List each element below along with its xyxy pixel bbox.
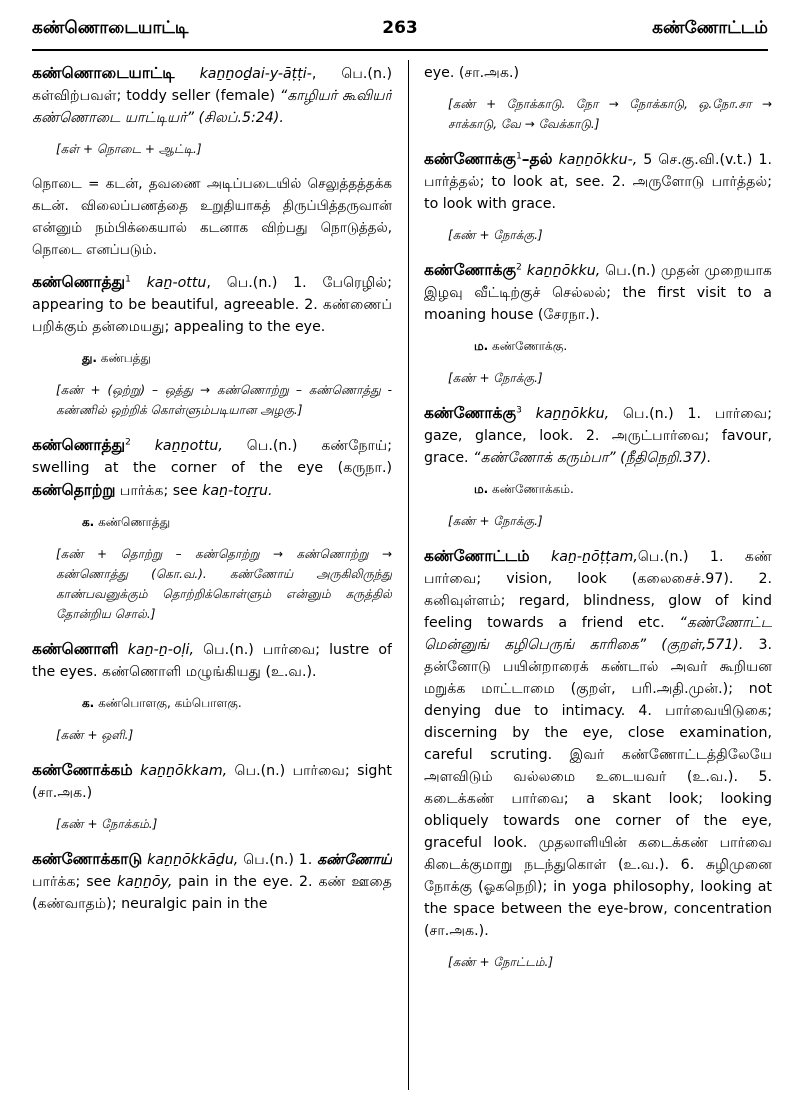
- header-left-guideword: கண்ணொடையாட்டி: [32, 18, 189, 38]
- etymology: [கண் + நோக்கு.]: [448, 514, 543, 528]
- dictionary-entry: [32, 848, 392, 915]
- definition: 5 செ.கு.வி.(v.t.) 1. பார்த்தல்; to look at, see. 2. அருளோடு பார்த்தல்; to look with grace.: [424, 152, 772, 212]
- see-reference: kaṉ-toṟṟu.: [202, 483, 273, 499]
- citation: “கண்ணோட்ட மென்னுங் கழிபெருங் காரிகை” (குறள்,571).: [424, 615, 772, 653]
- transliteration: kaṉṉoḏai-y-āṭṭi-: [199, 66, 312, 82]
- etymology: [கண் + நோக்கம்.]: [56, 817, 158, 831]
- headword: கண்ணோக்கு: [424, 261, 517, 279]
- transliteration: kaṉ-ottu: [146, 275, 207, 291]
- right-column: [424, 62, 772, 1092]
- cognate: [82, 693, 392, 713]
- transliteration: kaṉṉōkku-,: [558, 152, 638, 168]
- transliteration: kaṉṉōkku,: [526, 263, 601, 279]
- cross-reference-word: கண்தொற்று: [32, 481, 116, 499]
- etymology: [கள் + நொடை + ஆட்டி.]: [56, 142, 202, 156]
- headword: கண்ணோக்கு: [424, 404, 517, 422]
- cognate-word: கண்ணோக்கு.: [492, 339, 568, 353]
- etymology: [கண் + நோக்கு.]: [448, 228, 543, 242]
- header-right-guideword: கண்ணோட்டம்: [652, 18, 768, 38]
- dictionary-entry: [32, 759, 392, 804]
- transliteration: kaṉṉottu,: [154, 438, 223, 454]
- cognate-word: கண்ணோக்கம்.: [492, 482, 574, 496]
- etymology: [கண் + நோக்கு.]: [448, 371, 543, 385]
- etymology: [கண் + தொற்று – கண்தொற்று → கண்ணொற்று → கண்ணொத்து (கொ.வ.). கண்ணோய் அருகிலிருந்து காண்பவனுக்கும் தொற்றிக்கொள்ளும் என்னும் கருத்தில் தோன்றிய சொல்.]: [56, 547, 392, 621]
- definition: பெ.(n.) முதன் முறையாக இழவு வீட்டிற்குச் செல்லல்; the first visit to a moaning house (சேரநா.).: [424, 263, 772, 323]
- cognate: [82, 512, 392, 532]
- headword: கண்ணோக்காடு: [32, 850, 143, 868]
- continued-text: eye. (சா.அக.): [424, 65, 520, 81]
- definition-cont: 3. தன்னோடு பயின்றாரைக் கண்டால் அவர் கூறியன மறுக்க மாட்டாமை (குறள், பரி.அதி.முன்.); not denying due to intimacy. 4. பார்வையிடுகை; discerning by the eye, close examination, careful scruting. இவர் கண்ணோட்டத்திலேயே அளவிடும் வல்லமை உடையவர் (உ.வ.). 5. கடைக்கண் பார்வை; a skant look; looking obliquely towards one corner of the eye, graceful look. முதலாளியின் கடைக்கண் பார்வை கிடைக்குமாறு நடந்துகொள் (உ.வ.). 6. சுழிமுனை நோக்கு (ஓகநெறி); in yoga philosophy, looking at the space between the eye-brow, concentration (சா.அக.).: [424, 637, 772, 939]
- dictionary-entry: [32, 638, 392, 683]
- etymology: [கண் + ஒளி.]: [56, 728, 134, 742]
- definition: பெ.(n.) 1. பார்வை; gaze, glance, look. 2. அருட்பார்வை; favour, grace.: [424, 406, 772, 466]
- definition: பெ.(n.) பார்வை; sight (சா.அக.): [32, 763, 392, 801]
- headword: கண்ணொளி: [32, 640, 119, 658]
- homonym-number: 1: [516, 151, 522, 162]
- definition: பெ.(n.) கண்நோய்; swelling at the corner of the eye (கருநா.): [32, 438, 392, 476]
- headword: கண்ணொத்து: [32, 436, 126, 454]
- homonym-number: 2: [516, 262, 522, 273]
- dictionary-entry: [424, 402, 772, 469]
- definition-cont: பார்க்க; see: [115, 483, 203, 499]
- homonym-number: 3: [516, 405, 522, 416]
- definition: பெ.(n.) பார்வை; lustre of the eyes. கண்ணொளி மழுங்கியது (உ.வ.).: [32, 642, 392, 680]
- column-divider: [408, 60, 409, 1090]
- cognate-word: கண்பத்து: [100, 351, 151, 365]
- cognate-language: து.: [82, 351, 97, 365]
- cognate-word: கண்பொளகு, கம்பொளகு.: [98, 696, 242, 710]
- etymology: [கண் + (ஒற்று) – ஒத்து → கண்ணொற்று – கண்ணொத்து - கண்ணில் ஒற்றிக் கொள்ளும்படியான அழகு.]: [56, 383, 392, 417]
- dictionary-entry: [32, 434, 392, 502]
- cross-reference-word: கண்ணோய்: [317, 852, 392, 868]
- cognate-language: க.: [82, 696, 95, 710]
- definition: , பெ.(n.) 1. பேரெழில்; appearing to be beautiful, agreeable. 2. கண்ணைப் பறிக்கும் தன்மையது; appealing to the eye.: [32, 275, 392, 335]
- verb-suffix: –தல்: [521, 150, 553, 168]
- cognate-language: க.: [82, 515, 95, 529]
- explanatory-note: நொடை = கடன், தவணை அடிப்படையில் செலுத்தத்தக்க கடன். விலைப்பணத்தை உறுதியாகத் திருப்பித்தருவான் என்னும் நம்பிக்கையால் கடனாக விற்பது நொடுத்தல், நொடை எனப்படும்.: [32, 176, 392, 258]
- transliteration: kaṉṉōkkāḏu,: [147, 852, 239, 868]
- header-rule: [32, 49, 768, 51]
- headword: கண்ணோட்டம்: [424, 547, 530, 565]
- dictionary-entry: [32, 62, 392, 129]
- citation: “காழியர் கூவியர் கண்ணொடை யாட்டியர்” (சிலப்.5:24).: [32, 88, 392, 126]
- homonym-number: 1: [125, 274, 131, 285]
- dictionary-entry: [32, 271, 392, 338]
- homonym-number: 2: [125, 437, 131, 448]
- page-number: 263: [382, 18, 418, 38]
- cognate: [474, 336, 772, 356]
- cognate: [82, 348, 392, 368]
- left-column: [32, 62, 392, 1092]
- definition: , பெ.(n.) கள்விற்பவள்; toddy seller (female): [32, 66, 392, 104]
- transliteration: kaṉṉōkkam,: [140, 763, 228, 779]
- cognate-language: ம.: [474, 339, 489, 353]
- definition-cont: பார்க்க; see: [32, 874, 117, 890]
- headword: கண்ணோக்கு: [424, 150, 517, 168]
- cognate-word: கண்ணொத்து: [98, 515, 171, 529]
- headword: கண்ணோக்கம்: [32, 761, 133, 779]
- definition: பெ.(n.) 1. கண் பார்வை; vision, look (கலைசைச்.97). 2. கனிவுள்ளம்; regard, blindness, glow of kind feeling towards a friend etc.: [424, 549, 772, 631]
- entry-continuation: [424, 62, 772, 84]
- definition-cont: pain in the eye. 2. கண் ஊதை (கண்வாதம்); neuralgic pain in the: [32, 874, 392, 912]
- citation: “கண்ணோக் கரும்பா” (நீதிநெறி.37).: [473, 450, 712, 466]
- cognate-language: ம.: [474, 482, 489, 496]
- transliteration: kaṉ-ṉ-oḷi,: [127, 642, 194, 658]
- headword: கண்ணொத்து: [32, 273, 126, 291]
- dictionary-entry: [424, 545, 772, 942]
- transliteration: kaṉṉōkku,: [535, 406, 610, 422]
- cognate: [474, 479, 772, 499]
- etymology: [கண் + நோக்காடு. நோ → நோக்காடு, ஒ.நோ.சா → சாக்காடு, வே → வேக்காடு.]: [448, 97, 772, 131]
- transliteration: kaṉ-ṉōṭṭam,: [551, 549, 638, 565]
- see-reference: kaṉṉōy,: [116, 874, 173, 890]
- definition: பெ.(n.) 1.: [238, 852, 318, 868]
- etymology: [கண் + நோட்டம்.]: [448, 955, 554, 969]
- dictionary-entry: [424, 259, 772, 326]
- page-header: [32, 14, 768, 44]
- dictionary-entry: [424, 148, 772, 215]
- headword: கண்ணொடையாட்டி: [32, 64, 175, 82]
